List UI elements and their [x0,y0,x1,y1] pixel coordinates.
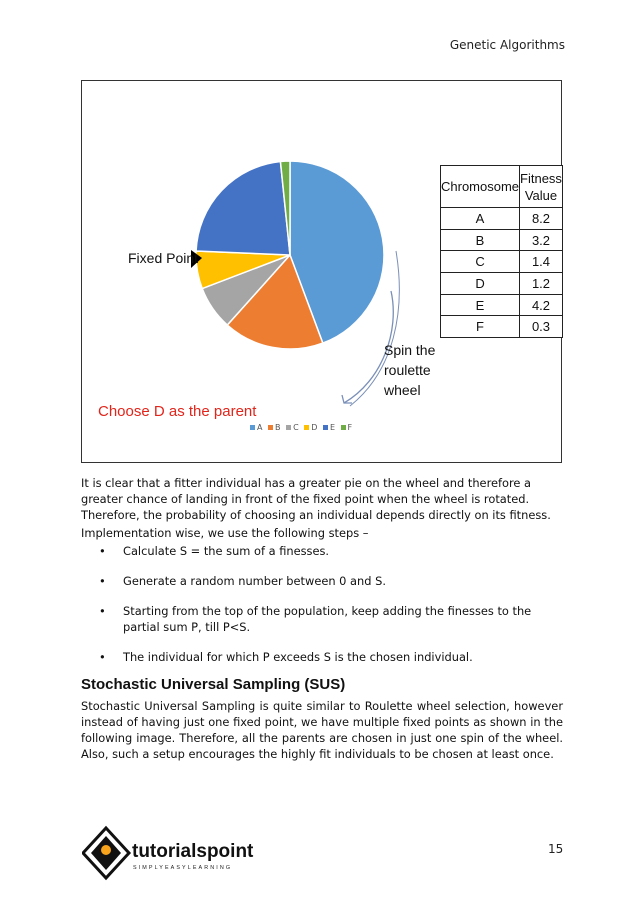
list-item [81,573,563,589]
legend-label-f: F [347,423,353,432]
table-row [441,273,563,295]
pie-chart [196,161,384,349]
roulette-figure [81,80,562,463]
logo-tagline: SIMPLYEASYLEARNING [133,865,233,871]
table-cell: C [441,251,520,273]
list-item [81,603,563,635]
page-number: 15 [548,842,564,856]
paragraph-implementation: Implementation wise, we use the following steps – [81,526,369,540]
table-header-fitness: Fitness Value [520,166,563,208]
pie-legend [247,423,352,432]
steps-list [81,543,563,679]
bullet-icon: • [99,604,106,618]
table-row [441,251,563,273]
legend-label-c: C [293,423,299,432]
table-cell: F [441,316,520,338]
spin-wheel-label: Spin the roulette wheel [384,342,436,398]
table-cell: 3.2 [520,229,563,251]
bullet-icon: • [99,544,106,558]
step-text: Starting from the top of the population, keep adding the finesses to the partial sum P, till P<S. [123,604,532,634]
paragraph-fitter-individual: It is clear that a fitter individual has a greater pie on the wheel and therefore a greater chance of landing in front of the fixed point when the wheel is rotated. Therefore, the probability of choosing an individual depends directly on its fitness. [81,476,551,522]
table-cell: B [441,229,520,251]
list-item [81,543,563,559]
step-text: Generate a random number between 0 and S. [123,574,386,588]
legend-label-a: A [257,423,263,432]
legend-swatch-f [341,425,346,430]
legend-swatch-b [268,425,273,430]
table-cell: 0.3 [520,316,563,338]
bullet-icon: • [99,650,106,664]
table-cell: 1.4 [520,251,563,273]
table-cell: E [441,294,520,316]
table-cell: 1.2 [520,273,563,295]
running-header: Genetic Algorithms [449,38,565,52]
table-header-chromosome: Chromosome [441,166,520,208]
legend-label-d: D [311,423,318,432]
table-row [441,294,563,316]
table-cell: A [441,208,520,230]
paragraph-sus: Stochastic Universal Sampling is quite similar to Roulette wheel selection, however instead of having just one fixed point, we have multiple fixed points as shown in the following image. Therefore, all the parents are chosen in just one spin of the wheel. Also, such a setup encourages the highly fit individuals to be chosen at least once. [81,699,563,761]
legend-swatch-d [304,425,309,430]
table-cell: 4.2 [520,294,563,316]
table-cell: 8.2 [520,208,563,230]
legend-swatch-a [250,425,255,430]
table-row [441,229,563,251]
pie-slice-e [196,161,290,255]
legend-swatch-e [323,425,328,430]
table-cell: D [441,273,520,295]
section-heading-sus: Stochastic Universal Sampling (SUS) [81,676,346,693]
fitness-table [440,165,563,338]
logo-wordmark: tutorialspoint [132,841,254,862]
table-row [441,208,563,230]
fixed-point-label: Fixed Point [128,250,199,266]
legend-swatch-c [286,425,291,430]
choose-parent-label: Choose D as the parent [98,403,257,420]
legend-label-b: B [275,423,281,432]
logo-dot-icon [101,845,111,855]
tutorialspoint-logo [82,823,257,897]
step-text: Calculate S = the sum of a finesses. [123,544,330,558]
bullet-icon: • [99,574,106,588]
list-item [81,649,563,665]
step-text: The individual for which P exceeds S is the chosen individual. [123,650,473,664]
logo-graphic [82,823,257,893]
table-row [441,316,563,338]
legend-label-e: E [329,423,335,432]
